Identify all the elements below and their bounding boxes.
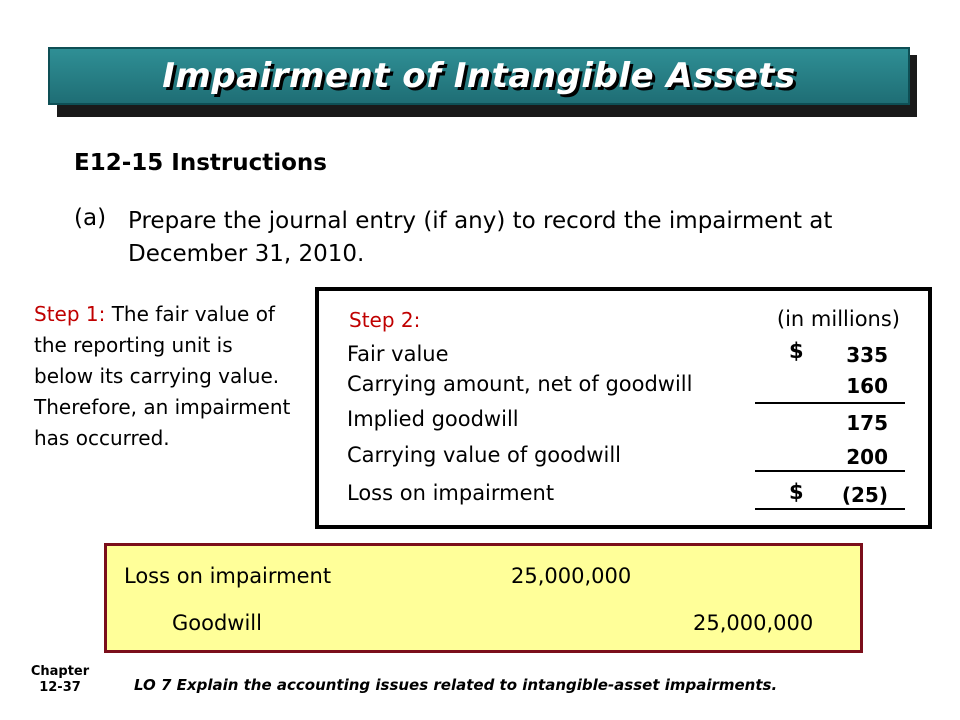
row-label-carrying-goodwill: Carrying value of goodwill: [347, 443, 621, 467]
row-label-carrying-amount: Carrying amount, net of goodwill: [347, 372, 693, 396]
instructions-heading: E12-15 Instructions: [74, 150, 327, 176]
title-bar: [48, 47, 910, 105]
chapter-label: [30, 664, 90, 696]
row-label-implied-goodwill: Implied goodwill: [347, 407, 519, 431]
row-value-carrying-amount: 160: [846, 374, 888, 398]
row-value-implied-goodwill: 175: [846, 411, 888, 435]
debit-amount: 25,000,000: [511, 564, 632, 588]
slide-title: Impairment of Intangible Assets: [162, 56, 796, 96]
row-dollar-loss: $: [789, 480, 804, 504]
total-rule: [755, 470, 905, 472]
credit-account: Goodwill: [172, 611, 262, 635]
debit-account: Loss on impairment: [124, 564, 332, 588]
learning-objective: LO 7 Explain the accounting issues related to intangible-asset impairments.: [134, 676, 778, 694]
double-rule: [755, 508, 905, 510]
row-value-carrying-goodwill: 200: [846, 445, 888, 469]
instruction-text: Prepare the journal entry (if any) to record the impairment at December 31, 2010.: [128, 208, 833, 267]
chapter-word: Chapter: [30, 664, 90, 679]
instruction-label: (a): [74, 205, 107, 231]
row-label-fair-value: Fair value: [347, 342, 449, 366]
units-label: (in millions): [776, 307, 900, 331]
row-value-fair-value: 335: [846, 343, 888, 367]
step1-explanation: [34, 299, 292, 454]
row-value-loss: (25): [841, 483, 888, 507]
step1-lead: Step 1:: [34, 302, 106, 326]
step2-title: Step 2:: [349, 308, 421, 332]
row-dollar-fair-value: $: [789, 339, 804, 363]
credit-amount: 25,000,000: [693, 611, 814, 635]
chapter-number: 12-37: [39, 680, 81, 695]
journal-entry-box: [104, 543, 863, 653]
subtotal-rule: [755, 402, 905, 404]
step2-calculation-box: [315, 287, 932, 529]
step1-text: The fair value of the reporting unit is below its carrying value. Therefore, an impairment has occurred.: [34, 302, 291, 450]
row-label-loss: Loss on impairment: [347, 481, 555, 505]
